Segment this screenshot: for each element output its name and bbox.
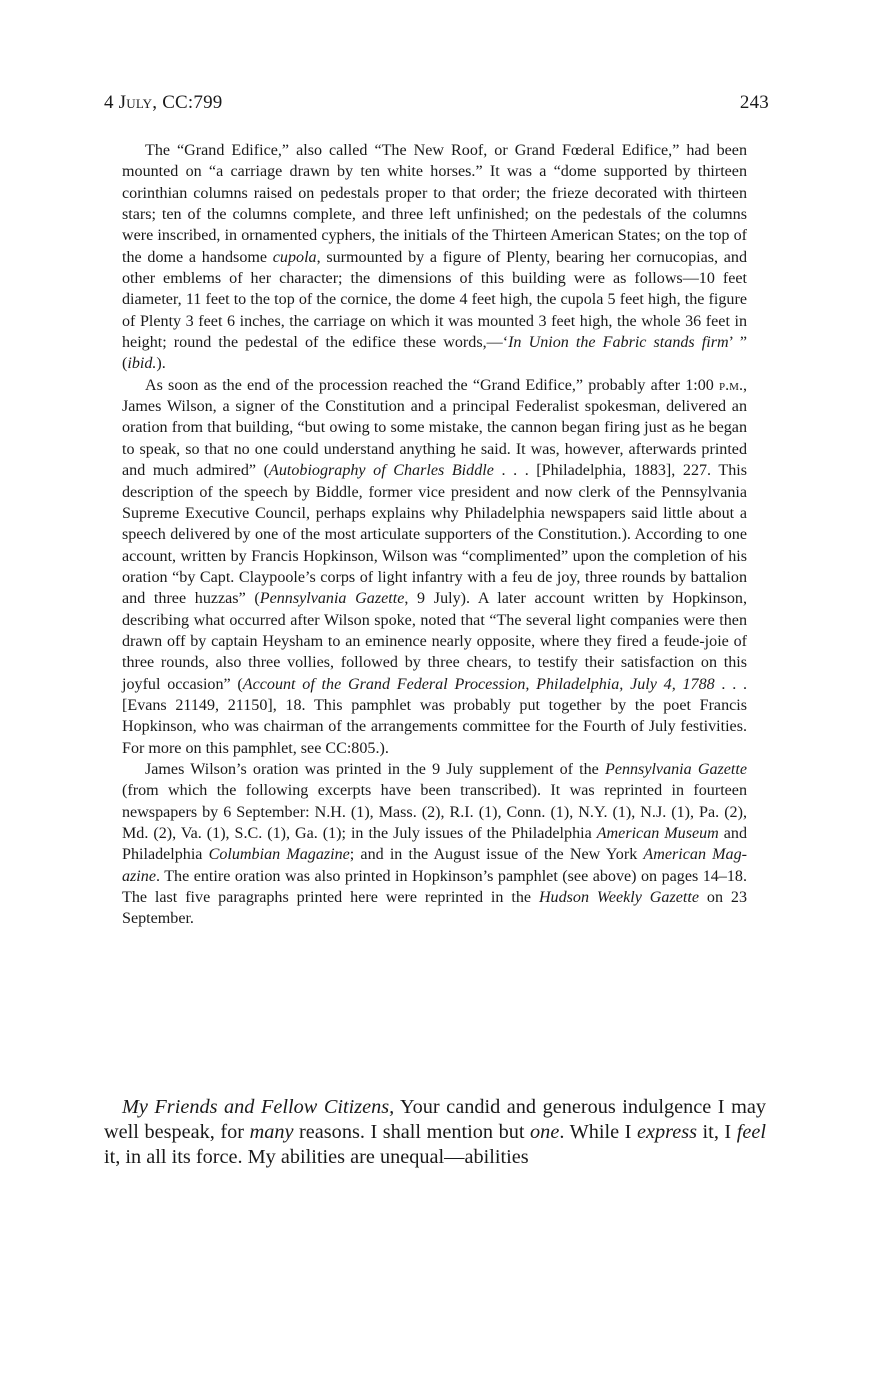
smallcaps-segment: p.m.	[719, 376, 743, 394]
text-segment: . . . [Evans 21149, 21150], 18. This pamphlet was probably put together by the poet Francis Hopkinson, who was chairman of the arrangements committee for the Fourth of July festivities. For more on this pamphlet, see CC:805.).	[122, 675, 748, 757]
paragraph	[122, 140, 747, 375]
italic-segment: American Magazine	[122, 846, 748, 885]
text-segment: , surmounted by a figure of Plenty, bearing her cornucopias, and other emblems of her character; the dimensions of this building were as follows—10 feet diameter, 11 feet to the top of the cornice, the dome 4 feet high, the cupola 5 feet high, the figure of Plenty 3 feet 6 inches, the carriage on which it was mounted 3 feet high, the whole 36 feet in height; round the pedestal of the edifice these words,—‘	[122, 248, 747, 352]
text-segment: , 9 July). A later account written by Hopkinson, describing what occurred after Wilson spoke, noted that “The several light companies were then drawn off by captain Heysham to an eminence nearly opposite, where they fired a feude-joie of three rounds, also three vollies, followed by three chears, to testify their satisfaction on this joyful occasion” (	[122, 590, 747, 693]
text-segment: ’ ” (	[122, 334, 747, 373]
italic-segment: My Friends and Fellow Citizens,	[122, 1096, 395, 1118]
italic-segment: Pennsylvania Gazette	[259, 590, 405, 608]
header-doc-ref: CC:799	[162, 92, 223, 113]
text-segment: on 23 September.	[122, 889, 747, 928]
header-reference: 4 July, CC:799	[104, 92, 223, 113]
text-segment: ; and in the August issue of the New York	[349, 846, 644, 864]
italic-segment: express	[636, 1121, 698, 1143]
text-segment: ).	[156, 355, 166, 373]
text-segment: The “Grand Edifice,” also called “The New Roof, or Grand Fœderal Edifice,” had been mounted on “a carriage drawn by ten white horses.” It was a “dome supported by thirteen corinthian columns raised on pedestals proper to that order; the frieze decorated with thirteen stars; ten of the columns complete, and three left unfinished; on the pedestals of the columns were inscribed, in ornamented cyphers, the initials of the Thirteen American States; on the top of the dome a handsome	[122, 142, 747, 266]
italic-segment: ibid.	[127, 355, 157, 373]
italic-segment: many	[249, 1121, 294, 1143]
italic-segment: cupola	[272, 248, 317, 266]
editorial-note	[122, 140, 747, 930]
header-month: July	[118, 92, 153, 113]
italic-segment: Pennsylvania Gazette	[604, 760, 747, 778]
paragraph	[122, 375, 747, 759]
italic-segment: In Union the Fabric stands firm	[508, 334, 729, 352]
italic-segment: Account of the Grand Federal Procession, Philadelphia, July 4, 1788	[242, 675, 715, 693]
text-segment: reasons. I shall mention but	[293, 1121, 531, 1143]
text-segment: . The entire oration was also printed in Hopkinson’s pamphlet (see above) on pages 14–18. The last five paragraphs printed here were reprinted in the	[122, 867, 747, 907]
italic-segment: Columbian Magazine	[208, 846, 350, 864]
italic-segment: American Museum	[596, 825, 719, 842]
text-segment: James Wilson’s oration was printed in the 9 July supplement of the	[145, 760, 605, 778]
text-segment: and Philadelphia	[122, 825, 748, 864]
header-day: 4	[104, 92, 114, 113]
oration-text	[104, 1095, 766, 1170]
text-segment: it, I	[697, 1121, 737, 1143]
italic-segment: Hudson Weekly Gazette	[538, 889, 699, 907]
text-segment: it, in all its force. My abilities are unequal—abilities	[104, 1146, 529, 1168]
italic-segment: feel	[736, 1121, 766, 1143]
text-segment: As soon as the end of the procession reached the “Grand Edifice,” probably after 1:00	[145, 376, 720, 394]
italic-segment: Autobiography of Charles Biddle	[269, 462, 494, 480]
oration-paragraph	[104, 1095, 766, 1170]
text-segment: , James Wilson, a signer of the Constitution and a principal Federalist spokesman, delivered an oration from that building, “but owing to some mistake, the cannon began firing just as he began to speak, so that no one could understand anything he said. It was, however, afterwards printed and much admired” (	[122, 376, 747, 480]
text-segment: Your candid and generous indulgence I may well bespeak, for	[104, 1096, 766, 1143]
paragraph	[122, 759, 747, 930]
page-number: 243	[739, 92, 769, 113]
running-header	[104, 92, 769, 114]
italic-segment: one	[530, 1121, 560, 1143]
text-segment: . . . [Philadelphia, 1883], 227. This description of the speech by Biddle, former vice president and now clerk of the Pennsylvania Supreme Executive Council, perhaps explains why Philadelphia newspapers said little about a speech delivered by one of the most articulate supporters of the Constitution.). According to one account, written by Francis Hopkinson, Wilson was “complimented” upon the completion of his oration “by Capt. Claypoole’s corps of light infantry with a feu de joy, three rounds by battalion and three huzzas” (	[122, 462, 747, 608]
text-segment: . While I	[559, 1121, 637, 1143]
text-segment: (from which the following excerpts have been transcribed). It was reprinted in fourteen newspapers by 6 September: N.H. (1), Mass. (2), R.I. (1), Conn. (1), N.Y. (1), N.J. (1), Pa. (2), Md. (2), Va. (1), S.C. (1), Ga. (1); in the July issues of the Philadelphia	[122, 782, 747, 842]
